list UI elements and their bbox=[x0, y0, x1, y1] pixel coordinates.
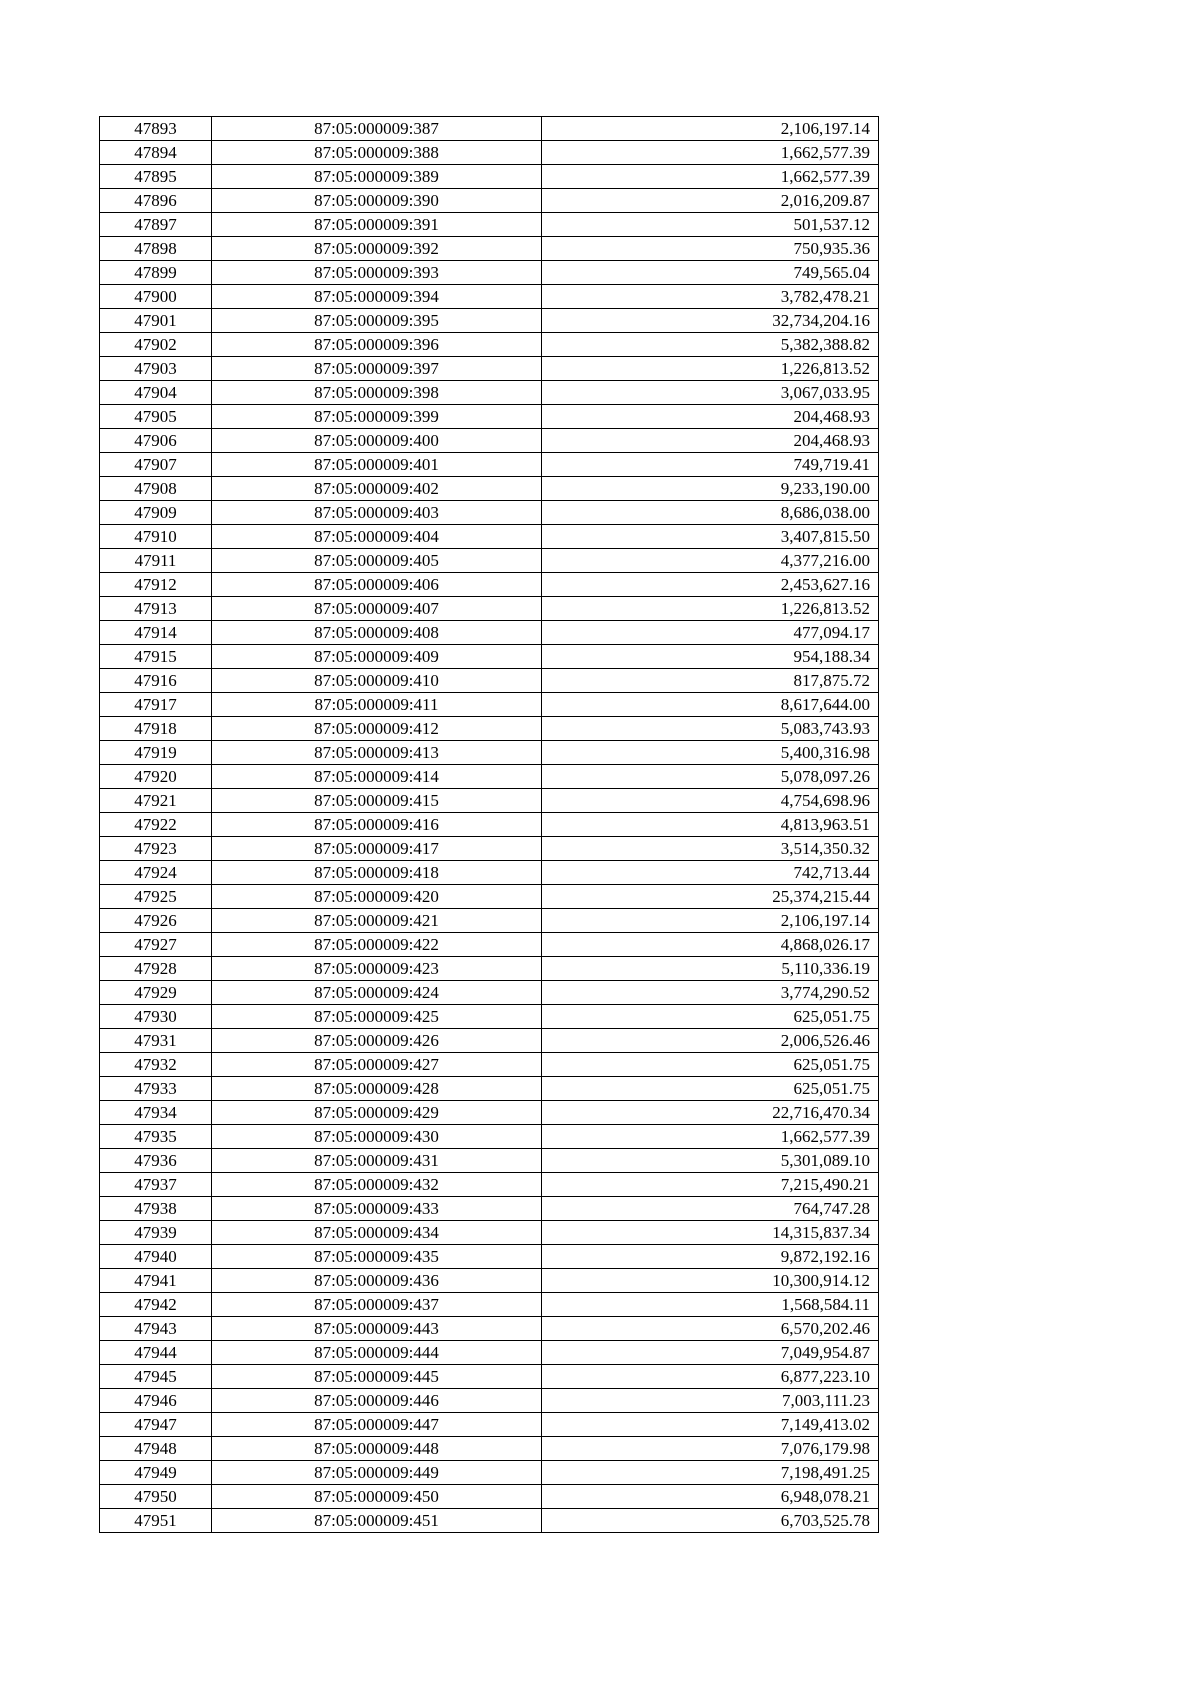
cadastral-number-cell: 87:05:000009:444 bbox=[212, 1341, 542, 1365]
row-number-cell: 47909 bbox=[100, 501, 212, 525]
table-row bbox=[100, 837, 879, 861]
cadastral-value-cell: 750,935.36 bbox=[542, 237, 879, 261]
cadastral-number-cell: 87:05:000009:437 bbox=[212, 1293, 542, 1317]
table-row bbox=[100, 909, 879, 933]
row-number-cell: 47905 bbox=[100, 405, 212, 429]
cadastral-value-cell: 2,006,526.46 bbox=[542, 1029, 879, 1053]
cadastral-value-cell: 2,106,197.14 bbox=[542, 117, 879, 141]
table-row bbox=[100, 429, 879, 453]
cadastral-value-cell: 6,703,525.78 bbox=[542, 1509, 879, 1533]
cadastral-number-cell: 87:05:000009:430 bbox=[212, 1125, 542, 1149]
cadastral-value-cell: 3,782,478.21 bbox=[542, 285, 879, 309]
cadastral-number-cell: 87:05:000009:413 bbox=[212, 741, 542, 765]
row-number-cell: 47945 bbox=[100, 1365, 212, 1389]
cadastral-value-cell: 5,400,316.98 bbox=[542, 741, 879, 765]
table-row bbox=[100, 981, 879, 1005]
cadastral-value-cell: 1,662,577.39 bbox=[542, 165, 879, 189]
row-number-cell: 47915 bbox=[100, 645, 212, 669]
row-number-cell: 47927 bbox=[100, 933, 212, 957]
row-number-cell: 47910 bbox=[100, 525, 212, 549]
table-body bbox=[100, 117, 879, 1533]
table-row bbox=[100, 957, 879, 981]
row-number-cell: 47939 bbox=[100, 1221, 212, 1245]
row-number-cell: 47922 bbox=[100, 813, 212, 837]
row-number-cell: 47943 bbox=[100, 1317, 212, 1341]
row-number-cell: 47951 bbox=[100, 1509, 212, 1533]
table-row bbox=[100, 1509, 879, 1533]
cadastral-number-cell: 87:05:000009:417 bbox=[212, 837, 542, 861]
cadastral-number-cell: 87:05:000009:414 bbox=[212, 765, 542, 789]
cadastral-number-cell: 87:05:000009:394 bbox=[212, 285, 542, 309]
table-row bbox=[100, 1317, 879, 1341]
cadastral-number-cell: 87:05:000009:411 bbox=[212, 693, 542, 717]
table-row bbox=[100, 189, 879, 213]
cadastral-value-cell: 625,051.75 bbox=[542, 1053, 879, 1077]
cadastral-number-cell: 87:05:000009:393 bbox=[212, 261, 542, 285]
cadastral-value-cell: 954,188.34 bbox=[542, 645, 879, 669]
cadastral-number-cell: 87:05:000009:409 bbox=[212, 645, 542, 669]
row-number-cell: 47897 bbox=[100, 213, 212, 237]
cadastral-number-cell: 87:05:000009:434 bbox=[212, 1221, 542, 1245]
cadastral-number-cell: 87:05:000009:407 bbox=[212, 597, 542, 621]
table-row bbox=[100, 693, 879, 717]
cadastral-number-cell: 87:05:000009:399 bbox=[212, 405, 542, 429]
cadastral-value-cell: 7,198,491.25 bbox=[542, 1461, 879, 1485]
table-row bbox=[100, 1413, 879, 1437]
table-row bbox=[100, 1485, 879, 1509]
cadastral-number-cell: 87:05:000009:403 bbox=[212, 501, 542, 525]
cadastral-value-cell: 5,078,097.26 bbox=[542, 765, 879, 789]
cadastral-value-cell: 4,868,026.17 bbox=[542, 933, 879, 957]
cadastral-value-cell: 7,149,413.02 bbox=[542, 1413, 879, 1437]
cadastral-value-cell: 3,514,350.32 bbox=[542, 837, 879, 861]
cadastral-number-cell: 87:05:000009:446 bbox=[212, 1389, 542, 1413]
cadastral-value-cell: 4,813,963.51 bbox=[542, 813, 879, 837]
table-row bbox=[100, 333, 879, 357]
row-number-cell: 47950 bbox=[100, 1485, 212, 1509]
table-row bbox=[100, 573, 879, 597]
cadastral-number-cell: 87:05:000009:391 bbox=[212, 213, 542, 237]
cadastral-value-cell: 25,374,215.44 bbox=[542, 885, 879, 909]
row-number-cell: 47894 bbox=[100, 141, 212, 165]
table-row bbox=[100, 789, 879, 813]
row-number-cell: 47896 bbox=[100, 189, 212, 213]
table-row bbox=[100, 861, 879, 885]
cadastral-value-cell: 625,051.75 bbox=[542, 1077, 879, 1101]
table-row bbox=[100, 885, 879, 909]
cadastral-number-cell: 87:05:000009:397 bbox=[212, 357, 542, 381]
table-row bbox=[100, 933, 879, 957]
cadastral-value-cell: 3,067,033.95 bbox=[542, 381, 879, 405]
table-row bbox=[100, 1245, 879, 1269]
cadastral-number-cell: 87:05:000009:443 bbox=[212, 1317, 542, 1341]
cadastral-number-cell: 87:05:000009:401 bbox=[212, 453, 542, 477]
cadastral-number-cell: 87:05:000009:418 bbox=[212, 861, 542, 885]
cadastral-number-cell: 87:05:000009:415 bbox=[212, 789, 542, 813]
cadastral-number-cell: 87:05:000009:396 bbox=[212, 333, 542, 357]
row-number-cell: 47936 bbox=[100, 1149, 212, 1173]
cadastral-value-cell: 5,301,089.10 bbox=[542, 1149, 879, 1173]
cadastral-number-cell: 87:05:000009:422 bbox=[212, 933, 542, 957]
row-number-cell: 47934 bbox=[100, 1101, 212, 1125]
row-number-cell: 47921 bbox=[100, 789, 212, 813]
cadastral-number-cell: 87:05:000009:426 bbox=[212, 1029, 542, 1053]
table-row bbox=[100, 213, 879, 237]
table-row bbox=[100, 1125, 879, 1149]
row-number-cell: 47904 bbox=[100, 381, 212, 405]
row-number-cell: 47912 bbox=[100, 573, 212, 597]
cadastral-number-cell: 87:05:000009:387 bbox=[212, 117, 542, 141]
table-row bbox=[100, 141, 879, 165]
cadastral-number-cell: 87:05:000009:450 bbox=[212, 1485, 542, 1509]
table-row bbox=[100, 357, 879, 381]
cadastral-value-cell: 8,617,644.00 bbox=[542, 693, 879, 717]
cadastral-number-cell: 87:05:000009:451 bbox=[212, 1509, 542, 1533]
row-number-cell: 47942 bbox=[100, 1293, 212, 1317]
cadastral-value-cell: 5,083,743.93 bbox=[542, 717, 879, 741]
cadastral-value-cell: 8,686,038.00 bbox=[542, 501, 879, 525]
cadastral-value-cell: 501,537.12 bbox=[542, 213, 879, 237]
row-number-cell: 47900 bbox=[100, 285, 212, 309]
table-row bbox=[100, 669, 879, 693]
row-number-cell: 47935 bbox=[100, 1125, 212, 1149]
cadastral-value-cell: 1,662,577.39 bbox=[542, 1125, 879, 1149]
cadastral-value-cell: 1,662,577.39 bbox=[542, 141, 879, 165]
cadastral-number-cell: 87:05:000009:447 bbox=[212, 1413, 542, 1437]
cadastral-number-cell: 87:05:000009:402 bbox=[212, 477, 542, 501]
cadastral-number-cell: 87:05:000009:400 bbox=[212, 429, 542, 453]
cadastral-value-cell: 1,568,584.11 bbox=[542, 1293, 879, 1317]
row-number-cell: 47901 bbox=[100, 309, 212, 333]
cadastral-value-cell: 7,049,954.87 bbox=[542, 1341, 879, 1365]
cadastral-value-cell: 204,468.93 bbox=[542, 429, 879, 453]
cadastral-number-cell: 87:05:000009:421 bbox=[212, 909, 542, 933]
table-row bbox=[100, 549, 879, 573]
cadastral-number-cell: 87:05:000009:398 bbox=[212, 381, 542, 405]
table-row bbox=[100, 717, 879, 741]
cadastral-value-cell: 749,565.04 bbox=[542, 261, 879, 285]
row-number-cell: 47949 bbox=[100, 1461, 212, 1485]
table-row bbox=[100, 1293, 879, 1317]
cadastral-value-cell: 4,754,698.96 bbox=[542, 789, 879, 813]
cadastral-number-cell: 87:05:000009:431 bbox=[212, 1149, 542, 1173]
row-number-cell: 47907 bbox=[100, 453, 212, 477]
cadastral-value-cell: 2,016,209.87 bbox=[542, 189, 879, 213]
row-number-cell: 47928 bbox=[100, 957, 212, 981]
cadastral-value-cell: 10,300,914.12 bbox=[542, 1269, 879, 1293]
cadastral-number-cell: 87:05:000009:424 bbox=[212, 981, 542, 1005]
cadastral-value-cell: 764,747.28 bbox=[542, 1197, 879, 1221]
table-row bbox=[100, 1365, 879, 1389]
cadastral-number-cell: 87:05:000009:449 bbox=[212, 1461, 542, 1485]
table-row bbox=[100, 621, 879, 645]
row-number-cell: 47923 bbox=[100, 837, 212, 861]
cadastral-number-cell: 87:05:000009:435 bbox=[212, 1245, 542, 1269]
cadastral-number-cell: 87:05:000009:395 bbox=[212, 309, 542, 333]
cadastral-value-cell: 5,110,336.19 bbox=[542, 957, 879, 981]
cadastral-value-cell: 32,734,204.16 bbox=[542, 309, 879, 333]
row-number-cell: 47916 bbox=[100, 669, 212, 693]
table-row bbox=[100, 117, 879, 141]
cadastral-value-cell: 477,094.17 bbox=[542, 621, 879, 645]
cadastral-number-cell: 87:05:000009:425 bbox=[212, 1005, 542, 1029]
row-number-cell: 47937 bbox=[100, 1173, 212, 1197]
table-row bbox=[100, 1029, 879, 1053]
cadastral-number-cell: 87:05:000009:404 bbox=[212, 525, 542, 549]
cadastral-number-cell: 87:05:000009:448 bbox=[212, 1437, 542, 1461]
table-row bbox=[100, 1173, 879, 1197]
row-number-cell: 47938 bbox=[100, 1197, 212, 1221]
table-row bbox=[100, 381, 879, 405]
table-row bbox=[100, 1341, 879, 1365]
table-row bbox=[100, 1149, 879, 1173]
cadastral-value-cell: 5,382,388.82 bbox=[542, 333, 879, 357]
table-row bbox=[100, 453, 879, 477]
row-number-cell: 47941 bbox=[100, 1269, 212, 1293]
table-row bbox=[100, 1389, 879, 1413]
row-number-cell: 47920 bbox=[100, 765, 212, 789]
cadastral-value-cell: 2,106,197.14 bbox=[542, 909, 879, 933]
row-number-cell: 47947 bbox=[100, 1413, 212, 1437]
cadastral-value-cell: 14,315,837.34 bbox=[542, 1221, 879, 1245]
table-row bbox=[100, 525, 879, 549]
cadastral-value-cell: 204,468.93 bbox=[542, 405, 879, 429]
cadastral-number-cell: 87:05:000009:410 bbox=[212, 669, 542, 693]
row-number-cell: 47931 bbox=[100, 1029, 212, 1053]
table-row bbox=[100, 501, 879, 525]
row-number-cell: 47930 bbox=[100, 1005, 212, 1029]
cadastral-value-cell: 4,377,216.00 bbox=[542, 549, 879, 573]
cadastral-value-cell: 22,716,470.34 bbox=[542, 1101, 879, 1125]
row-number-cell: 47924 bbox=[100, 861, 212, 885]
row-number-cell: 47933 bbox=[100, 1077, 212, 1101]
table-row bbox=[100, 1269, 879, 1293]
row-number-cell: 47926 bbox=[100, 909, 212, 933]
cadastral-number-cell: 87:05:000009:428 bbox=[212, 1077, 542, 1101]
row-number-cell: 47913 bbox=[100, 597, 212, 621]
row-number-cell: 47893 bbox=[100, 117, 212, 141]
row-number-cell: 47925 bbox=[100, 885, 212, 909]
table-row bbox=[100, 741, 879, 765]
row-number-cell: 47917 bbox=[100, 693, 212, 717]
table-row bbox=[100, 813, 879, 837]
cadastral-value-cell: 7,215,490.21 bbox=[542, 1173, 879, 1197]
row-number-cell: 47946 bbox=[100, 1389, 212, 1413]
table-row bbox=[100, 285, 879, 309]
row-number-cell: 47903 bbox=[100, 357, 212, 381]
cadastral-number-cell: 87:05:000009:445 bbox=[212, 1365, 542, 1389]
cadastral-value-cell: 7,003,111.23 bbox=[542, 1389, 879, 1413]
cadastral-value-cell: 749,719.41 bbox=[542, 453, 879, 477]
cadastral-value-cell: 625,051.75 bbox=[542, 1005, 879, 1029]
cadastral-value-cell: 9,872,192.16 bbox=[542, 1245, 879, 1269]
cadastral-value-cell: 6,877,223.10 bbox=[542, 1365, 879, 1389]
cadastral-value-cell: 1,226,813.52 bbox=[542, 357, 879, 381]
table-row bbox=[100, 165, 879, 189]
row-number-cell: 47908 bbox=[100, 477, 212, 501]
table-row bbox=[100, 1005, 879, 1029]
row-number-cell: 47906 bbox=[100, 429, 212, 453]
cadastral-number-cell: 87:05:000009:420 bbox=[212, 885, 542, 909]
cadastral-number-cell: 87:05:000009:412 bbox=[212, 717, 542, 741]
cadastral-value-cell: 7,076,179.98 bbox=[542, 1437, 879, 1461]
row-number-cell: 47895 bbox=[100, 165, 212, 189]
cadastral-value-cell: 3,407,815.50 bbox=[542, 525, 879, 549]
table-row bbox=[100, 405, 879, 429]
table-row bbox=[100, 1053, 879, 1077]
row-number-cell: 47932 bbox=[100, 1053, 212, 1077]
table-row bbox=[100, 1197, 879, 1221]
table-row bbox=[100, 645, 879, 669]
row-number-cell: 47902 bbox=[100, 333, 212, 357]
cadastral-number-cell: 87:05:000009:433 bbox=[212, 1197, 542, 1221]
cadastral-value-cell: 9,233,190.00 bbox=[542, 477, 879, 501]
table-row bbox=[100, 765, 879, 789]
cadastral-number-cell: 87:05:000009:432 bbox=[212, 1173, 542, 1197]
row-number-cell: 47918 bbox=[100, 717, 212, 741]
cadastral-value-cell: 3,774,290.52 bbox=[542, 981, 879, 1005]
table-row bbox=[100, 1461, 879, 1485]
table-row bbox=[100, 261, 879, 285]
cadastral-number-cell: 87:05:000009:388 bbox=[212, 141, 542, 165]
table-row bbox=[100, 1101, 879, 1125]
table-row bbox=[100, 1077, 879, 1101]
cadastral-number-cell: 87:05:000009:416 bbox=[212, 813, 542, 837]
row-number-cell: 47919 bbox=[100, 741, 212, 765]
row-number-cell: 47944 bbox=[100, 1341, 212, 1365]
cadastral-value-cell: 6,948,078.21 bbox=[542, 1485, 879, 1509]
table-row bbox=[100, 1437, 879, 1461]
cadastral-value-cell: 817,875.72 bbox=[542, 669, 879, 693]
cadastral-number-cell: 87:05:000009:436 bbox=[212, 1269, 542, 1293]
cadastral-number-cell: 87:05:000009:406 bbox=[212, 573, 542, 597]
cadastral-value-cell: 6,570,202.46 bbox=[542, 1317, 879, 1341]
row-number-cell: 47899 bbox=[100, 261, 212, 285]
cadastral-number-cell: 87:05:000009:423 bbox=[212, 957, 542, 981]
cadastral-number-cell: 87:05:000009:389 bbox=[212, 165, 542, 189]
table-row bbox=[100, 477, 879, 501]
table-row bbox=[100, 1221, 879, 1245]
cadastral-number-cell: 87:05:000009:427 bbox=[212, 1053, 542, 1077]
cadastral-number-cell: 87:05:000009:405 bbox=[212, 549, 542, 573]
cadastral-number-cell: 87:05:000009:429 bbox=[212, 1101, 542, 1125]
cadastral-value-cell: 2,453,627.16 bbox=[542, 573, 879, 597]
cadastral-number-cell: 87:05:000009:408 bbox=[212, 621, 542, 645]
row-number-cell: 47948 bbox=[100, 1437, 212, 1461]
row-number-cell: 47929 bbox=[100, 981, 212, 1005]
row-number-cell: 47898 bbox=[100, 237, 212, 261]
row-number-cell: 47914 bbox=[100, 621, 212, 645]
table-row bbox=[100, 237, 879, 261]
row-number-cell: 47911 bbox=[100, 549, 212, 573]
table-row bbox=[100, 597, 879, 621]
cadastral-number-cell: 87:05:000009:392 bbox=[212, 237, 542, 261]
cadastral-value-cell: 1,226,813.52 bbox=[542, 597, 879, 621]
table-row bbox=[100, 309, 879, 333]
cadastral-value-cell: 742,713.44 bbox=[542, 861, 879, 885]
row-number-cell: 47940 bbox=[100, 1245, 212, 1269]
cadastral-number-cell: 87:05:000009:390 bbox=[212, 189, 542, 213]
cadastral-value-table bbox=[99, 116, 879, 1533]
